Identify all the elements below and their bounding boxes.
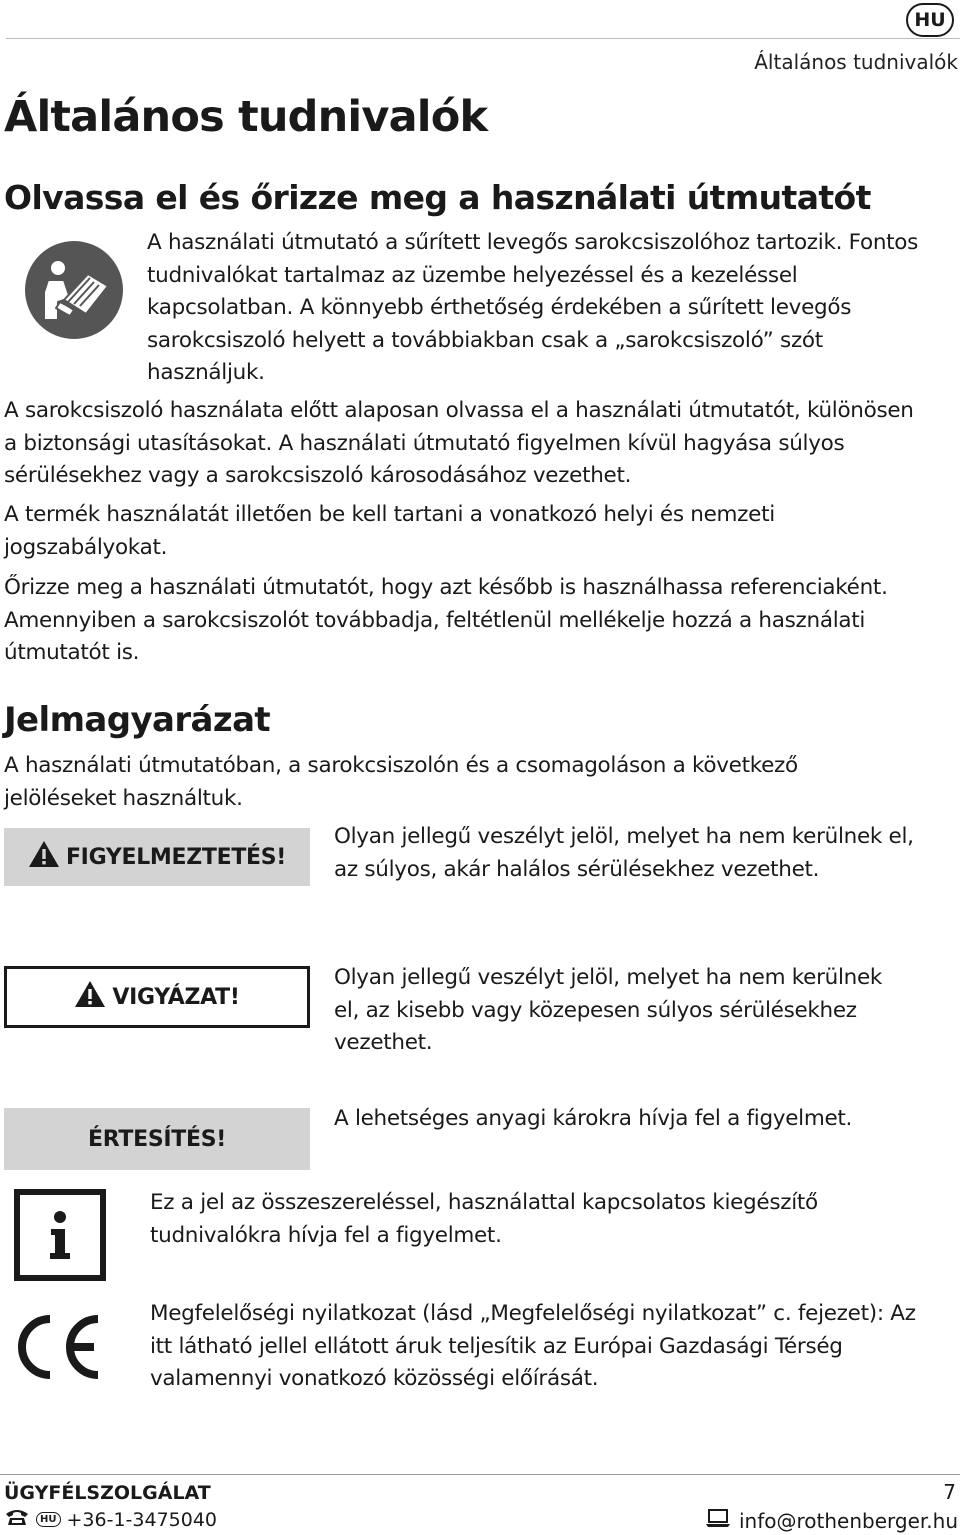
- customer-service-label: ÜGYFÉLSZOLGÁLAT: [4, 1482, 211, 1504]
- footer-divider: [0, 1474, 960, 1475]
- running-head: Általános tudnivalók: [754, 50, 958, 74]
- info-description: Ez a jel az összeszereléssel, használattal kapcsolatos kiegészítő tudnivalókra hívja fel a figyelmet.: [150, 1190, 818, 1248]
- ce-description: Megfelelőségi nyilatkozat (lásd „Megfelelőségi nyilatkozat” c. fejezet): Az itt látható jellel ellátott áruk teljesítik az Európai Gazdasági Térség valamennyi vonatkozó közösségi előírását.: [150, 1301, 916, 1391]
- warning-triangle-icon: [28, 840, 60, 874]
- paragraph-read-before-use: A sarokcsiszoló használata előtt alaposan olvassa el a használati útmutatót, különösen a biztonsági utasításokat. A használati útmutató figyelmen kívül hagyása súlyos sérülésekhez vagy a sarokcsiszoló károsodásához vezethet.: [4, 398, 914, 488]
- email-address[interactable]: info@rothenberger.hu: [739, 1508, 958, 1533]
- page-number: 7: [943, 1480, 956, 1504]
- paragraph-regulations: A termék használatát illetően be kell tartani a vonatkozó helyi és nemzeti jogszabályokat.: [4, 502, 775, 560]
- page-title: Általános tudnivalók: [4, 92, 488, 142]
- notice-label-box: [4, 1108, 310, 1170]
- phone-country-badge: HU: [36, 1512, 61, 1527]
- notice-description: A lehetséges anyagi károkra hívja fel a figyelmet.: [334, 1106, 853, 1131]
- info-icon: [14, 1189, 106, 1281]
- caution-label-box: [4, 966, 310, 1028]
- footer-email: [705, 1508, 958, 1533]
- warning-label: FIGYELMEZTETÉS!: [65, 844, 287, 870]
- language-badge: HU: [906, 3, 954, 37]
- legend-intro: A használati útmutatóban, a sarokcsiszolón és a csomagoláson a következő jelöléseket használtuk.: [4, 753, 798, 811]
- footer-phone: [4, 1508, 217, 1531]
- section-heading-legend: Jelmagyarázat: [4, 700, 271, 740]
- read-manual-icon: [24, 240, 124, 340]
- section-heading-read-manual: Olvassa el és őrizze meg a használati útmutatót: [4, 178, 871, 217]
- caution-label: VIGYÁZAT!: [112, 984, 240, 1010]
- notice-label: ÉRTESÍTÉS!: [88, 1126, 226, 1152]
- caution-description: Olyan jellegű veszélyt jelöl, melyet ha nem kerülnek el, az kisebb vagy közepesen súlyos sérülésekhez vezethet.: [334, 965, 883, 1055]
- header-divider: [6, 38, 960, 39]
- intro-paragraph: A használati útmutató a sűrített levegős sarokcsiszolóhoz tartozik. Fontos tudnivalókat tartalmaz az üzembe helyezéssel és a kezeléssel kapcsolatban. A könnyebb érthetőség érdekében a sűrített levegős sarokcsiszoló helyett a továbbiakban csak a „sarokcsiszoló” szót használjuk.: [147, 230, 919, 385]
- warning-description: Olyan jellegű veszélyt jelöl, melyet ha nem kerülnek el, az súlyos, akár halálos sérülésekhez vezethet.: [334, 824, 914, 882]
- warning-label-box: [4, 828, 310, 886]
- phone-number[interactable]: +36-1-3475040: [66, 1508, 218, 1531]
- telephone-icon: [4, 1508, 30, 1531]
- ce-mark-icon: [14, 1313, 104, 1381]
- laptop-icon: [705, 1508, 731, 1533]
- paragraph-keep-manual: Őrizze meg a használati útmutatót, hogy azt később is használhassa referenciaként. Amennyiben a sarokcsiszolót továbbadja, feltétlenül mellékelje hozzá a használati útmutatót is.: [4, 575, 888, 665]
- caution-triangle-icon: [74, 980, 106, 1014]
